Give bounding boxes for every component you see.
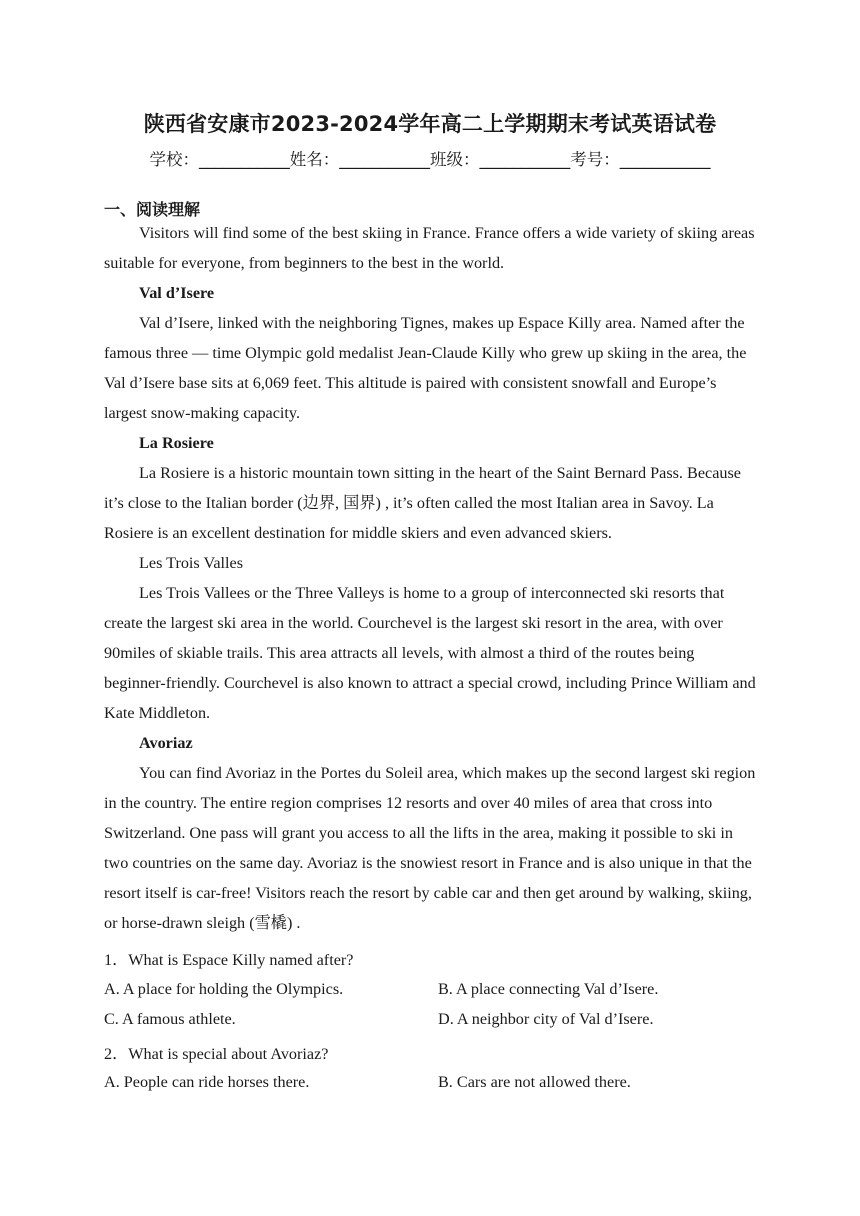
question-option: A. People can ride horses there. bbox=[104, 1073, 310, 1091]
section-heading: 一、阅读理解 bbox=[104, 200, 201, 219]
exam-number-label: 考号： bbox=[570, 150, 620, 169]
question-option: C. A famous athlete. bbox=[104, 1010, 236, 1028]
passage-paragraph: La Rosiere is a historic mountain town sitting in the heart of the Saint Bernard Pass. Because it’s close to the Italian border (边界, 国界) , it’s often called the most Italian area in Savoy. La Rosiere is an excellent destination for middle skiers and even advanced skiers. bbox=[104, 464, 741, 542]
passage-subheading: La Rosiere bbox=[139, 434, 214, 452]
question-option: A. A place for holding the Olympics. bbox=[104, 980, 344, 998]
reading-passage bbox=[104, 218, 756, 938]
passage-intro: Visitors will find some of the best skiing in France. France offers a wide variety of skiing areas suitable for everyone, from beginners to the best in the world. bbox=[104, 224, 755, 272]
page-title: 陕西省安康市2023-2024学年高二上学期期末考试英语试卷 bbox=[143, 112, 717, 136]
school-blank: ___________ bbox=[199, 150, 290, 169]
class-label: 班级： bbox=[430, 150, 480, 169]
passage-paragraph: You can find Avoriaz in the Portes du Soleil area, which makes up the second largest ski region in the country. The entire region comprises 12 resorts and over 40 miles of area that cross into Switzerland. One pass will grant you access to all the lifts in the area, making it possible to ski in two countries on the same day. Avoriaz is the snowiest resort in France and is also unique in that the resort itself is car-free! Visitors reach the resort by cable car and then get around by walking, skiing, or horse-drawn sleigh (雪橇) . bbox=[104, 764, 756, 932]
name-blank: ___________ bbox=[339, 150, 430, 169]
exam-number-blank: ___________ bbox=[619, 150, 711, 169]
passage-paragraph: Les Trois Vallees or the Three Valleys is home to a group of interconnected ski resorts that create the largest ski area in the world. Courchevel is the largest ski resort in the area, with over 90miles of skiable trails. This area attracts all levels, with almost a third of the routes being beginner-friendly. Courchevel is also known to attract a special crowd, including Prince William and Kate Middleton. bbox=[104, 584, 756, 722]
student-info-line bbox=[0, 146, 860, 170]
question-option: B. A place connecting Val d’Isere. bbox=[438, 980, 659, 998]
question-option: D. A neighbor city of Val d’Isere. bbox=[438, 1010, 654, 1028]
passage-paragraph: Val d’Isere, linked with the neighboring Tignes, makes up Espace Killy area. Named after the famous three — time Olympic gold medalist Jean-Claude Killy who grew up skiing in the area, the Val d’Isere base sits at 6,069 feet. This altitude is paired with consistent snowfall and Europe’s largest snow-making capacity. bbox=[104, 314, 747, 422]
passage-subheading: Avoriaz bbox=[139, 734, 193, 752]
passage-subheading: Val d’Isere bbox=[139, 284, 215, 302]
name-label: 姓名： bbox=[289, 150, 340, 169]
question-stem: 2．What is special about Avoriaz? bbox=[104, 1045, 329, 1063]
passage-subheading: Les Trois Valles bbox=[139, 554, 244, 572]
question-stem: 1．What is Espace Killy named after? bbox=[104, 951, 354, 969]
school-label: 学校： bbox=[149, 150, 199, 169]
question-option: B. Cars are not allowed there. bbox=[438, 1073, 631, 1091]
class-blank: ___________ bbox=[479, 150, 571, 169]
